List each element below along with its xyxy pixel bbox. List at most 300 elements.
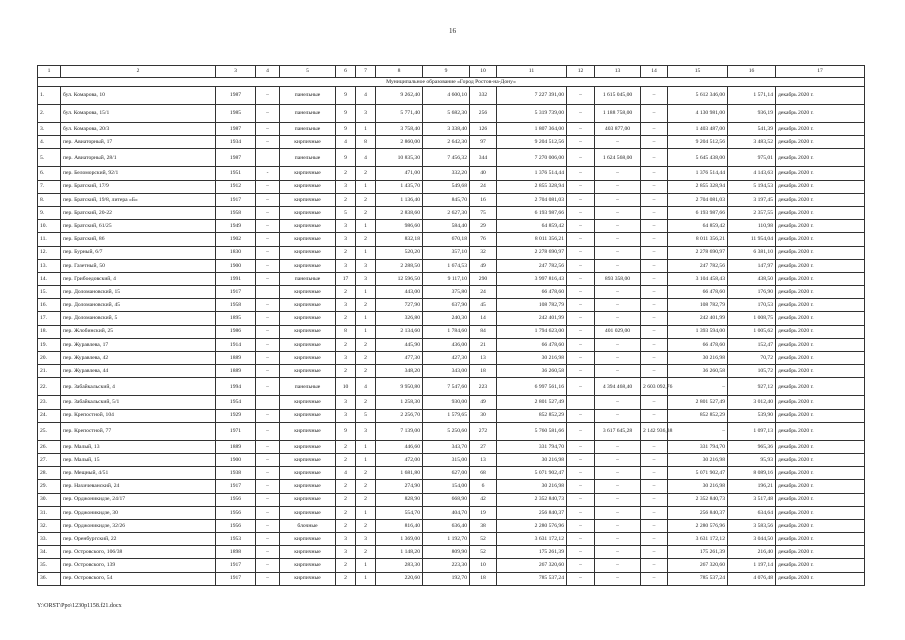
table-cell: 727,90 bbox=[376, 299, 423, 312]
table-row bbox=[38, 559, 865, 572]
table-cell: 26. bbox=[38, 440, 61, 453]
table-cell: 220,60 bbox=[376, 572, 423, 585]
table-cell: – bbox=[641, 193, 668, 206]
table-cell: 49 bbox=[470, 396, 497, 409]
table-cell: 1 794 623,00 bbox=[497, 325, 567, 338]
table-cell: кирпичные bbox=[280, 506, 336, 519]
table-cell: 1912 bbox=[216, 180, 256, 193]
table-cell: – bbox=[567, 533, 595, 546]
table-cell: 845,70 bbox=[423, 193, 470, 206]
table-cell: 1956 bbox=[216, 519, 256, 532]
table-cell: – bbox=[595, 286, 641, 299]
table-cell: 9 204 512,56 bbox=[668, 136, 728, 149]
table-cell: 539,90 bbox=[728, 409, 776, 422]
table-cell: – bbox=[567, 233, 595, 246]
table-cell: кирпичные bbox=[280, 338, 336, 351]
table-cell: – bbox=[567, 246, 595, 259]
table-cell: – bbox=[595, 233, 641, 246]
table-cell: 40 bbox=[470, 167, 497, 180]
table-cell: 832,18 bbox=[376, 233, 423, 246]
table-cell: 4 bbox=[356, 87, 376, 105]
table-cell: 10 835,30 bbox=[376, 149, 423, 167]
table-cell: кирпичные bbox=[280, 480, 336, 493]
table-row bbox=[38, 519, 865, 532]
table-cell: 1 615 045,00 bbox=[595, 87, 641, 105]
table-cell: 1958 bbox=[216, 299, 256, 312]
table-cell: 9. bbox=[38, 206, 61, 219]
table-cell: 2 bbox=[356, 519, 376, 532]
table-cell: – bbox=[595, 352, 641, 365]
table-cell: – bbox=[256, 299, 280, 312]
column-number-cell: 7 bbox=[356, 66, 376, 78]
table-cell: – bbox=[641, 480, 668, 493]
table-cell: – bbox=[641, 352, 668, 365]
table-cell: 66 478,60 bbox=[668, 286, 728, 299]
table-cell: – bbox=[567, 572, 595, 585]
table-cell: – bbox=[595, 440, 641, 453]
table-cell: 32. bbox=[38, 519, 61, 532]
table-cell: 541,39 bbox=[728, 123, 776, 136]
table-cell: 332 bbox=[470, 87, 497, 105]
table-cell: 154,00 bbox=[423, 480, 470, 493]
table-cell: 9 117,10 bbox=[423, 272, 470, 285]
table-cell: кирпичные bbox=[280, 422, 336, 440]
table-cell: 1902 bbox=[216, 233, 256, 246]
table-row bbox=[38, 206, 865, 219]
column-number-cell: 4 bbox=[256, 66, 280, 78]
table-cell: 31. bbox=[38, 506, 61, 519]
table-cell: – bbox=[567, 506, 595, 519]
table-cell: 3 bbox=[356, 105, 376, 123]
table-cell: 828,90 bbox=[376, 493, 423, 506]
table-cell: – bbox=[567, 559, 595, 572]
table-cell: – bbox=[641, 180, 668, 193]
table-cell: – bbox=[256, 246, 280, 259]
table-cell: 5 250,60 bbox=[423, 422, 470, 440]
table-cell: 852 852,29 bbox=[668, 409, 728, 422]
table-cell: – bbox=[256, 105, 280, 123]
table-cell: 1900 bbox=[216, 259, 256, 272]
table-cell: декабрь 2020 г. bbox=[776, 325, 865, 338]
table-cell: 2 bbox=[356, 299, 376, 312]
table-cell: – bbox=[595, 299, 641, 312]
table-cell: 3 517,48 bbox=[728, 493, 776, 506]
table-cell: 175 261,39 bbox=[497, 546, 567, 559]
table-cell: 267 320,60 bbox=[497, 559, 567, 572]
table-row bbox=[38, 440, 865, 453]
table-cell: 97 bbox=[470, 136, 497, 149]
table-cell: 6. bbox=[38, 167, 61, 180]
table-cell: 2 bbox=[356, 352, 376, 365]
table-cell: 66 478,60 bbox=[497, 286, 567, 299]
table-cell: – bbox=[256, 422, 280, 440]
table-cell: 2 801 527,49 bbox=[497, 396, 567, 409]
table-cell: – bbox=[595, 506, 641, 519]
table-cell: 223 bbox=[470, 378, 497, 396]
table-cell: 427,30 bbox=[423, 352, 470, 365]
table-cell: 520,20 bbox=[376, 246, 423, 259]
table-cell: 1 188 758,00 bbox=[595, 105, 641, 123]
table-cell: 1889 bbox=[216, 365, 256, 378]
table-cell: кирпичные bbox=[280, 286, 336, 299]
table-cell: кирпичные bbox=[280, 365, 336, 378]
table-cell: – bbox=[595, 167, 641, 180]
table-cell bbox=[256, 286, 280, 299]
table-cell: декабрь 2020 г. bbox=[776, 409, 865, 422]
table-cell: декабрь 2020 г. bbox=[776, 167, 865, 180]
column-number-cell: 11 bbox=[497, 66, 567, 78]
table-cell: декабрь 2020 г. bbox=[776, 87, 865, 105]
table-cell: – bbox=[567, 467, 595, 480]
table-cell: 2 bbox=[356, 338, 376, 351]
table-cell: 326,80 bbox=[376, 312, 423, 325]
table-cell: – bbox=[567, 149, 595, 167]
table-cell: 10. bbox=[38, 220, 61, 233]
table-cell: 1889 bbox=[216, 352, 256, 365]
table-cell: декабрь 2020 г. bbox=[776, 180, 865, 193]
table-cell: – bbox=[641, 365, 668, 378]
table-cell: 9 bbox=[336, 149, 356, 167]
table-cell: кирпичные bbox=[280, 533, 336, 546]
table-row bbox=[38, 312, 865, 325]
table-cell: 584,40 bbox=[423, 220, 470, 233]
table-cell: пер. Нахичеванский, 24 bbox=[61, 480, 216, 493]
table-cell: декабрь 2020 г. bbox=[776, 206, 865, 219]
table-row bbox=[38, 467, 865, 480]
table-row bbox=[38, 233, 865, 246]
table-cell: – bbox=[595, 259, 641, 272]
table-cell: – bbox=[256, 312, 280, 325]
table-cell: 2 bbox=[336, 312, 356, 325]
table-cell: 554,70 bbox=[376, 506, 423, 519]
table-cell: – bbox=[256, 378, 280, 396]
table-cell: – bbox=[595, 220, 641, 233]
table-cell: – bbox=[595, 246, 641, 259]
table-cell: 3 bbox=[336, 546, 356, 559]
table-cell: 1889 bbox=[216, 440, 256, 453]
table-cell: кирпичные bbox=[280, 312, 336, 325]
table-cell: 357,10 bbox=[423, 246, 470, 259]
table-cell: 36 260,58 bbox=[668, 365, 728, 378]
table-cell: 2 704 081,03 bbox=[668, 193, 728, 206]
table-cell: – bbox=[641, 123, 668, 136]
table-cell: пер. Доломановский, 5 bbox=[61, 312, 216, 325]
table-row bbox=[38, 480, 865, 493]
table-cell: 1830 bbox=[216, 246, 256, 259]
table-cell: 1 bbox=[356, 286, 376, 299]
table-cell: декабрь 2020 г. bbox=[776, 299, 865, 312]
table-cell: – bbox=[567, 338, 595, 351]
table-cell: 9 bbox=[336, 123, 356, 136]
table-cell: 66 478,60 bbox=[497, 338, 567, 351]
table-cell: – bbox=[567, 193, 595, 206]
table-cell: 1987 bbox=[216, 123, 256, 136]
table-cell: 1 197,14 bbox=[728, 559, 776, 572]
table-cell: 3 bbox=[336, 409, 356, 422]
table-cell: 1987 bbox=[216, 87, 256, 105]
table-cell: кирпичные bbox=[280, 259, 336, 272]
table-cell: кирпичные bbox=[280, 180, 336, 193]
table-cell: панельные bbox=[280, 378, 336, 396]
table-cell: 272 bbox=[470, 422, 497, 440]
table-cell: 4 bbox=[356, 378, 376, 396]
table-cell: 1 bbox=[356, 572, 376, 585]
table-cell: кирпичные bbox=[280, 546, 336, 559]
table-cell: – bbox=[595, 180, 641, 193]
table-cell: 1895 bbox=[216, 312, 256, 325]
table-cell: 1 bbox=[356, 453, 376, 466]
table-cell: 30 216,98 bbox=[668, 480, 728, 493]
table-cell: 9 bbox=[336, 105, 356, 123]
table-cell: декабрь 2020 г. bbox=[776, 480, 865, 493]
table-cell: – bbox=[641, 467, 668, 480]
table-cell: 1956 bbox=[216, 493, 256, 506]
table-cell: 108 782,79 bbox=[497, 299, 567, 312]
table-cell: пер. Грибоедовский, 4 bbox=[61, 272, 216, 285]
table-cell: – bbox=[641, 220, 668, 233]
table-cell: кирпичные bbox=[280, 167, 336, 180]
table-cell: 176,90 bbox=[728, 286, 776, 299]
table-cell: 2 bbox=[356, 480, 376, 493]
table-cell: 24 bbox=[470, 286, 497, 299]
table-cell: – bbox=[256, 453, 280, 466]
table-cell: – bbox=[595, 480, 641, 493]
table-cell: – bbox=[595, 546, 641, 559]
table-cell: 28. bbox=[38, 467, 61, 480]
table-cell: 14 bbox=[470, 312, 497, 325]
table-cell: 42 bbox=[470, 493, 497, 506]
table-cell: 7 270 006,00 bbox=[497, 149, 567, 167]
table-cell: – bbox=[595, 559, 641, 572]
column-number-cell: 14 bbox=[641, 66, 668, 78]
table-cell: 274,90 bbox=[376, 480, 423, 493]
table-cell: 1 571,14 bbox=[728, 87, 776, 105]
table-cell: 2 bbox=[336, 559, 356, 572]
table-cell: 4 394 468,40 bbox=[595, 378, 641, 396]
table-cell: 2 280 576,96 bbox=[668, 519, 728, 532]
table-cell: пер. Журавлева, 42 bbox=[61, 352, 216, 365]
table-cell: – bbox=[641, 246, 668, 259]
table-cell: декабрь 2020 г. bbox=[776, 440, 865, 453]
section-title-row bbox=[38, 78, 865, 87]
table-cell: – bbox=[256, 440, 280, 453]
table-cell: 1 097,13 bbox=[728, 422, 776, 440]
column-number-cell: 12 bbox=[567, 66, 595, 78]
table-cell: 29. bbox=[38, 480, 61, 493]
table-cell: кирпичные bbox=[280, 220, 336, 233]
table-cell: кирпичные bbox=[280, 559, 336, 572]
table-cell: 4 143,63 bbox=[728, 167, 776, 180]
table-cell: – bbox=[567, 440, 595, 453]
table-cell: 2 bbox=[356, 546, 376, 559]
table-cell: 634,64 bbox=[728, 506, 776, 519]
table-cell: 1 148,20 bbox=[376, 546, 423, 559]
table-cell: 30 216,98 bbox=[668, 352, 728, 365]
table-cell: 6 193 987,66 bbox=[497, 206, 567, 219]
table-cell: пер. Бурный, 6/7 bbox=[61, 246, 216, 259]
table-row bbox=[38, 365, 865, 378]
table-cell: – bbox=[641, 299, 668, 312]
table-cell: панельные bbox=[280, 105, 336, 123]
table-cell: декабрь 2020 г. bbox=[776, 506, 865, 519]
table-cell: декабрь 2020 г. bbox=[776, 559, 865, 572]
table-cell: – bbox=[641, 338, 668, 351]
table-row bbox=[38, 193, 865, 206]
table-cell: 21 bbox=[470, 338, 497, 351]
table-cell: – bbox=[256, 533, 280, 546]
table-cell: 4 600,10 bbox=[423, 87, 470, 105]
table-cell: 809,90 bbox=[423, 546, 470, 559]
table-cell: 6 193 987,66 bbox=[668, 206, 728, 219]
table-cell: 19 bbox=[470, 506, 497, 519]
column-number-cell: 8 bbox=[376, 66, 423, 78]
table-cell: 17 bbox=[336, 272, 356, 285]
table-row bbox=[38, 123, 865, 136]
table-cell: пер. Малый, 13 bbox=[61, 440, 216, 453]
table-cell: 18 bbox=[470, 572, 497, 585]
table-cell: – bbox=[567, 546, 595, 559]
table-cell: – bbox=[641, 440, 668, 453]
table-row bbox=[38, 409, 865, 422]
table-cell: 30 216,98 bbox=[668, 453, 728, 466]
table-cell: пер. Авиаторный, 28/1 bbox=[61, 149, 216, 167]
table-cell: декабрь 2020 г. bbox=[776, 396, 865, 409]
table-cell: 11 954,04 bbox=[728, 233, 776, 246]
table-cell: 3 758,40 bbox=[376, 123, 423, 136]
table-cell: 5 645 438,00 bbox=[668, 149, 728, 167]
table-cell: 20. bbox=[38, 352, 61, 365]
table-cell: – bbox=[256, 467, 280, 480]
table-cell: 477,30 bbox=[376, 352, 423, 365]
table-row bbox=[38, 533, 865, 546]
table-cell: – bbox=[256, 136, 280, 149]
table-cell: 9 bbox=[336, 422, 356, 440]
table-cell: – bbox=[641, 572, 668, 585]
table-cell: 1951 bbox=[216, 167, 256, 180]
table-cell: – bbox=[567, 123, 595, 136]
table-cell: 19. bbox=[38, 338, 61, 351]
table-cell: 1 bbox=[356, 506, 376, 519]
table-cell: 18 bbox=[470, 365, 497, 378]
table-cell: 5 319 739,00 bbox=[497, 105, 567, 123]
table-cell: 3 197,45 bbox=[728, 193, 776, 206]
table-cell: 2 bbox=[336, 440, 356, 453]
table-row bbox=[38, 87, 865, 105]
table-cell: пер. Журавлева, 44 bbox=[61, 365, 216, 378]
table-cell: декабрь 2020 г. bbox=[776, 453, 865, 466]
table-cell: 1 008,75 bbox=[728, 312, 776, 325]
table-cell: кирпичные bbox=[280, 233, 336, 246]
table-cell: – bbox=[641, 206, 668, 219]
table-cell: 5 612 346,00 bbox=[668, 87, 728, 105]
column-number-cell: 1 bbox=[38, 66, 61, 78]
table-cell: – bbox=[595, 493, 641, 506]
table-cell: декабрь 2020 г. bbox=[776, 105, 865, 123]
table-cell: пер. Крепостной, 104 bbox=[61, 409, 216, 422]
table-cell: пер. Островского, 106/38 bbox=[61, 546, 216, 559]
table-cell: 1958 bbox=[216, 206, 256, 219]
table-cell: 3 bbox=[356, 259, 376, 272]
table-cell: 2 bbox=[356, 396, 376, 409]
table-cell: – bbox=[641, 286, 668, 299]
table-cell: 70,72 bbox=[728, 352, 776, 365]
table-cell: кирпичные bbox=[280, 246, 336, 259]
table-cell: декабрь 2020 г. bbox=[776, 193, 865, 206]
table-cell: 2 603 092,76 bbox=[641, 378, 668, 396]
table-cell: 1956 bbox=[216, 506, 256, 519]
table-cell: – bbox=[668, 422, 728, 440]
table-cell: 1 192,70 bbox=[423, 533, 470, 546]
table-cell bbox=[567, 396, 595, 409]
table-cell: 436,00 bbox=[423, 338, 470, 351]
table-row bbox=[38, 506, 865, 519]
table-cell: 3 bbox=[336, 299, 356, 312]
table-cell: 1914 bbox=[216, 338, 256, 351]
table-cell: 4 130 981,00 bbox=[668, 105, 728, 123]
table-cell: 13. bbox=[38, 259, 61, 272]
table-cell: – bbox=[256, 123, 280, 136]
table-cell: – bbox=[641, 272, 668, 285]
table-cell: 3 631 172,12 bbox=[497, 533, 567, 546]
table-cell: 8. bbox=[38, 193, 61, 206]
table-cell: пер. Жлобинский, 25 bbox=[61, 325, 216, 338]
table-cell: 471,00 bbox=[376, 167, 423, 180]
table-cell: декабрь 2020 г. bbox=[776, 220, 865, 233]
table-cell: 1. bbox=[38, 87, 61, 105]
table-cell: 36 260,58 bbox=[497, 365, 567, 378]
table-cell: панельные bbox=[280, 149, 336, 167]
table-cell: 7 227 391,00 bbox=[497, 87, 567, 105]
table-cell: декабрь 2020 г. bbox=[776, 338, 865, 351]
table-cell: 152,47 bbox=[728, 338, 776, 351]
table-cell: 1917 bbox=[216, 193, 256, 206]
table-cell: 45 bbox=[470, 299, 497, 312]
table-cell: 4 bbox=[336, 136, 356, 149]
table-cell: 2 bbox=[336, 365, 356, 378]
table-cell: 75 bbox=[470, 206, 497, 219]
table-cell: 636,40 bbox=[423, 519, 470, 532]
table-cell: – bbox=[256, 87, 280, 105]
column-number-cell: 2 bbox=[61, 66, 216, 78]
column-number-cell: 5 bbox=[280, 66, 336, 78]
capital-repair-register-table bbox=[37, 65, 865, 586]
table-cell: 2 352 840,73 bbox=[497, 493, 567, 506]
table-cell: 2 bbox=[336, 572, 356, 585]
table-row bbox=[38, 378, 865, 396]
table-row bbox=[38, 325, 865, 338]
table-cell: декабрь 2020 г. bbox=[776, 572, 865, 585]
column-number-cell: 17 bbox=[776, 66, 865, 78]
table-cell: 13 bbox=[470, 352, 497, 365]
table-cell: пер. Орджоникидзе, 30 bbox=[61, 506, 216, 519]
table-cell: – bbox=[567, 409, 595, 422]
table-cell: 49 bbox=[470, 259, 497, 272]
table-cell: пер. Доломановский, 45 bbox=[61, 299, 216, 312]
table-cell: 7 139,00 bbox=[376, 422, 423, 440]
table-cell: 68 bbox=[470, 467, 497, 480]
table-row bbox=[38, 299, 865, 312]
table-cell: 627,00 bbox=[423, 467, 470, 480]
table-row bbox=[38, 286, 865, 299]
table-cell: 84 bbox=[470, 325, 497, 338]
table-cell: 30 216,98 bbox=[497, 453, 567, 466]
table-cell: 443,00 bbox=[376, 286, 423, 299]
table-cell: декабрь 2020 г. bbox=[776, 352, 865, 365]
table-cell: панельные bbox=[280, 272, 336, 285]
table-cell: 2 704 081,03 bbox=[497, 193, 567, 206]
table-cell: 242 401,99 bbox=[497, 312, 567, 325]
table-cell: пер. Крепостной, 77 bbox=[61, 422, 216, 440]
